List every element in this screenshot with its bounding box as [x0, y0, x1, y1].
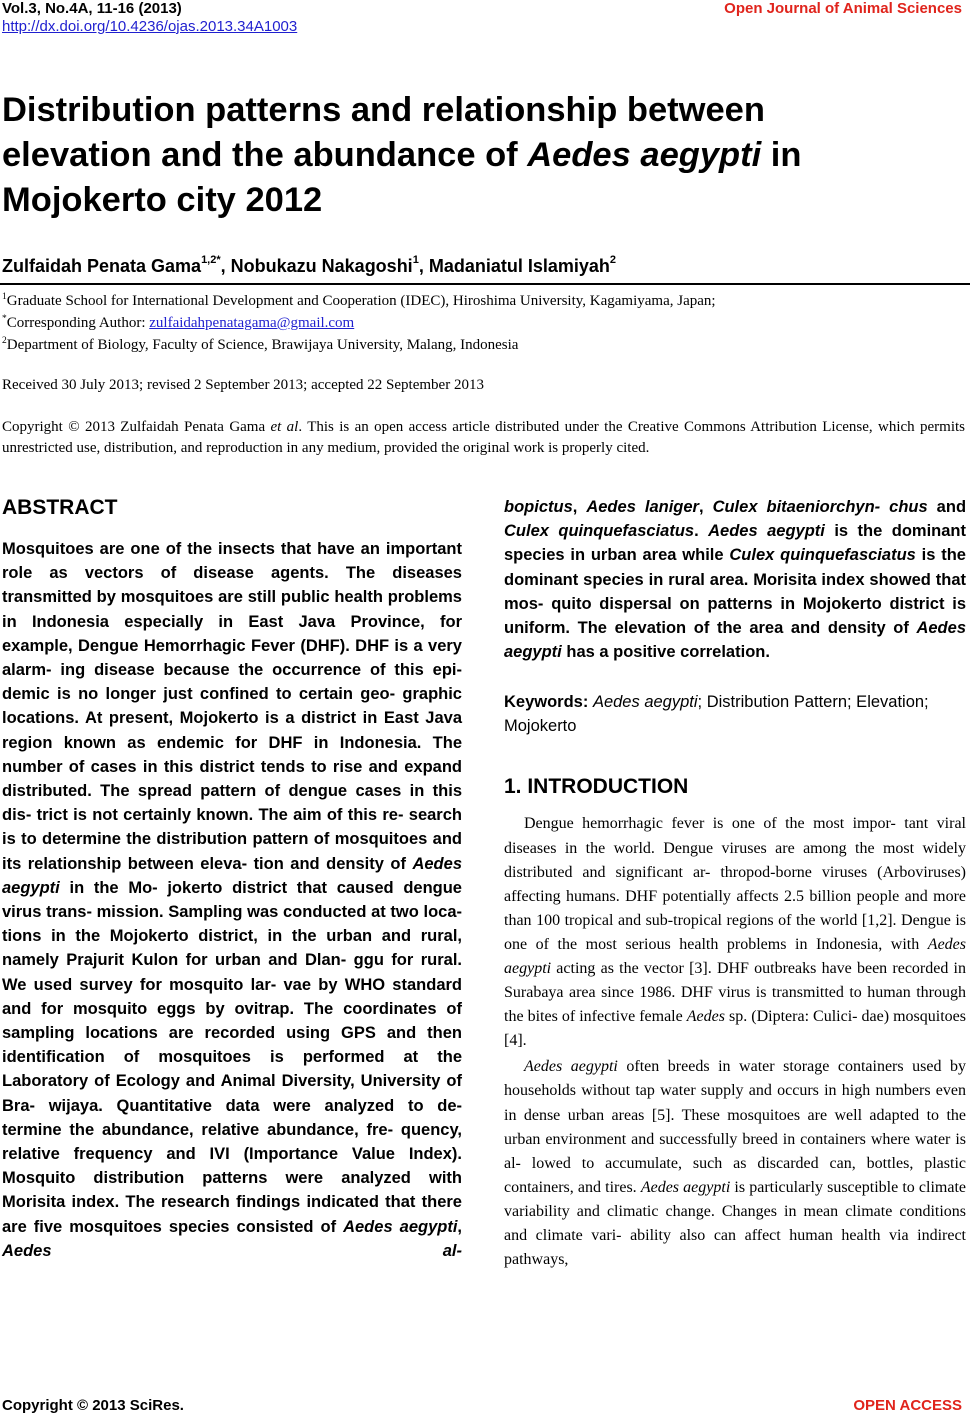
abstract-part: is the dominant species in rural area. Morisita index showed that mos- quito dispersal on patterns in Mojokerto district is uniform. The elevation of the area and density of: [504, 546, 966, 638]
abstract-section: [2, 495, 462, 1263]
journal-volume: Vol.3, No.4A, 11-16 (2013): [2, 0, 182, 17]
abstract-heading: ABSTRACT: [2, 496, 118, 519]
abstract-species: Aedes aegypti: [2, 854, 462, 897]
footer-copyright: Copyright © 2013 SciRes.: [2, 1397, 184, 1414]
abstract-part: has a positive correlation.: [561, 643, 770, 662]
intro-species: Aedes: [686, 1008, 725, 1026]
affiliation-2: [2, 336, 518, 355]
keywords-label: Keywords:: [504, 693, 589, 712]
title-species: Aedes aegypti: [527, 136, 762, 174]
abstract-species: Aedes laniger: [586, 498, 699, 516]
abstract-species: Culex quinquefasciatus: [504, 522, 695, 541]
author-name: Nobukazu Nakagoshi: [230, 256, 413, 276]
intro-species: Aedes aegypti: [640, 1178, 731, 1196]
title-line-2-suffix: in: [761, 136, 802, 174]
keyword-species: Aedes aegypti: [592, 693, 698, 712]
introduction-paragraph-1: [504, 812, 966, 1053]
abstract-species: Culex quinquefasciatus: [729, 546, 916, 565]
footer-open-access: OPEN ACCESS: [853, 1397, 962, 1414]
author-name: Madaniatul Islamiyah: [428, 256, 610, 276]
intro-text: acting as the vector [3]. DHF outbreaks have been recorded in Surabaya area since 1986. DHF virus is transmitted to human through the bites of infective female: [504, 959, 966, 1026]
author-list: Zulfaidah Penata Gama$^{1,2*}$, Nobukazu Nakagoshi$^1$, Madaniatul Islamiyah$^2$: [2, 254, 617, 276]
article-copyright: [2, 417, 965, 459]
title-line-1: Distribution patterns and relationship between: [2, 91, 765, 129]
abstract-separator: ,: [698, 498, 713, 516]
abstract-separator: ,: [457, 1217, 463, 1236]
abstract-separator: ,: [572, 498, 587, 516]
abstract-species: bopictus: [504, 498, 573, 516]
title-line-3: Mojokerto city 2012: [2, 181, 323, 219]
affiliation-mark: 1: [2, 292, 7, 302]
copyright-prefix: Copyright © 2013 Zulfaidah Penata Gama: [2, 419, 271, 435]
abstract-text: [2, 537, 462, 1263]
author-affiliation-mark: 2: [609, 254, 617, 266]
copyright-suffix: . This is an open access article distributed under the Creative Commons Attribution License, which permits unrestricted use, distribution, and reproduction in any medium, provided the original work is properly cited.: [2, 419, 965, 456]
abstract-separator: .: [694, 522, 709, 541]
intro-text: is particularly susceptible to climate variability and climatic change. Changes in mean climate conditions and climate vari- ability also can affect human health via indirect pathways,: [504, 1178, 966, 1269]
affiliation-1: [2, 292, 716, 311]
abstract-species: Aedes aegypti: [504, 619, 966, 662]
abstract-separator: and: [927, 498, 967, 516]
abstract-part: in the Mo- jokerto district that caused dengue virus trans- mission. Sampling was conducted at two loca- tions in the Mojokerto district, in the urban and rural, namely Prajurit Kulon for urban and Dlan- ggu for rural. We used survey for mosquito lar- vae by WHO standard and for mosquito eggs by ovitrap. The coordinates of sampling locations are recorded using GPS and then identification of mosquitoes is performed at the Laboratory of Ecology and Animal Diversity, University of Bra- wijaya. Quantitative data were analyzed to de- termine the abundance, relative abundance, fre- quency, relative frequency and IVI (Importance Value Index). Mosquito distribution patterns were analyzed with Morisita index. The research findings indicated that there are five mosquitoes species consisted of: [2, 878, 462, 1236]
title-line-2-prefix: elevation and the abundance of: [2, 136, 528, 174]
journal-name: Open Journal of Animal Sciences: [724, 0, 962, 17]
intro-species: Aedes aegypti: [504, 935, 966, 977]
affiliation-text: Department of Biology, Faculty of Science, Brawijaya University, Malang, Indonesia: [6, 337, 519, 353]
abstract-text-continued: [504, 495, 966, 664]
corresponding-email-link[interactable]: zulfaidahpenatagama@gmail.com: [149, 315, 355, 331]
abstract-species: Aedes aegypti: [343, 1217, 458, 1236]
intro-text: sp. (Diptera: Culici- dae) mosquitoes [4].: [504, 1008, 966, 1050]
keywords-rest: ; Distribution Pattern; Elevation; Mojokerto: [504, 693, 929, 736]
intro-text: Dengue hemorrhagic fever is one of the most impor- tant viral diseases in the world. Dengue viruses are among the most widely distributed and significant ar- thropod-borne viruses (Arboviruses) affecting humans. DHF potentially affects 2.5 billion people and more than 100 tropical and sub-tropical regions of the world [1,2]. Dengue is one of the most serious health problems in Indonesia, with: [504, 815, 966, 953]
article-title: [2, 88, 962, 223]
introduction-heading: 1. INTRODUCTION: [504, 775, 689, 799]
abstract-species: Aedes aegypti: [708, 522, 825, 541]
copyright-etal: et al: [270, 419, 299, 435]
abstract-species: Culex bitaeniorchyn- chus: [712, 498, 928, 516]
author-name: Zulfaidah Penata Gama: [2, 256, 202, 276]
intro-text: often breeds in water storage containers used by households without tap water supply and occurs in high numbers even in dense urban areas [5]. These mosquitoes are well adapted to the urban environment and successfully breed in containers where water is al- lowed to accumulate, such as discarded can, bottles, plastic containers, and tires.: [504, 1058, 967, 1196]
abstract-species: Aedes al-: [2, 1241, 462, 1260]
keywords: [504, 690, 966, 738]
doi-link[interactable]: http://dx.doi.org/10.4236/ojas.2013.34A1003: [2, 18, 298, 35]
article-dates: Received 30 July 2013; revised 2 September 2013; accepted 22 September 2013: [2, 377, 484, 393]
right-column: [504, 495, 966, 1272]
corresponding-mark: *: [2, 314, 7, 324]
corresponding-label: Corresponding Author:: [6, 315, 150, 331]
corresponding-author: [2, 314, 354, 333]
abstract-part: is the dominant species in urban area while: [504, 522, 966, 565]
author-affiliation-mark: 1: [412, 254, 419, 266]
abstract-part: Mosquitoes are one of the insects that have an important role as vectors of disease agents. The diseases transmitted by mosquitoes are still public health problems in Indonesia especially in East Java Province, for example, Dengue Hemorrhagic Fever (DHF). DHF is a very alarm- ing disease because the occurrence of this epi- demic is no longer just confined to certain geo- graphic locations. At present, Mojokerto is a district in East Java region known as endemic for DHF in Indonesia. The number of cases in this district tends to rise and expand distributed. The spread pattern of dengue cases in this dis- trict is not certainly known. The aim of this re- search is to determine the distribution pattern of mosquitoes and its relationship between eleva- tion and density of: [2, 540, 462, 873]
author-divider: [0, 283, 970, 285]
author-affiliation-mark: 1,2*: [201, 254, 221, 266]
introduction-paragraph-2: [504, 1055, 966, 1272]
affiliation-mark: 2: [2, 336, 7, 346]
affiliation-text: Graduate School for International Development and Cooperation (IDEC), Hiroshima University, Kagamiyama, Japan;: [6, 293, 716, 309]
intro-species: Aedes aegypti: [524, 1058, 618, 1076]
